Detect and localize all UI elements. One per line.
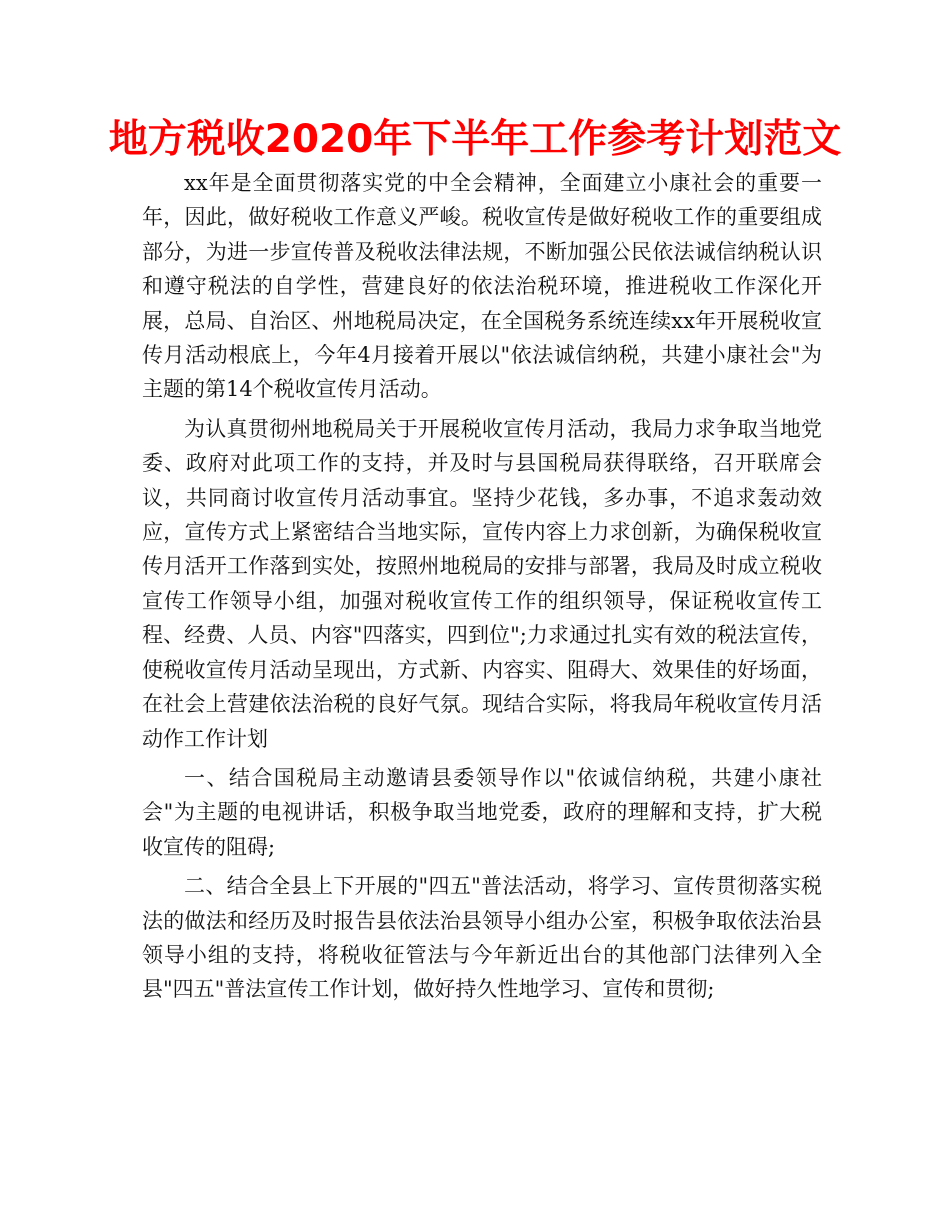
paragraph-item-one: 一、结合国税局主动邀请县委领导作以"依诚信纳税，共建小康社会"为主题的电视讲话，积极争取当地党委，政府的理解和支持，扩大税收宣传的阻碍; — [142, 765, 822, 859]
document-title: 地方税收2020年下半年工作参考计划范文 — [108, 117, 842, 162]
document-body — [142, 166, 822, 1012]
paragraph-item-two: 二、结合全县上下开展的"四五"普法活动，将学习、宣传贯彻落实税法的做法和经历及时报告县依法治县领导小组办公室，积极争取依法治县领导小组的支持，将税收征管法与今年新近出台的其他部门法律列入全县"四五"普法宣传工作计划，做好持久性地学习、宣传和贯彻; — [142, 874, 822, 1002]
paragraph-implementation: 为认真贯彻州地税局关于开展税收宣传月活动，我局力求争取当地党委、政府对此项工作的支持，并及时与县国税局获得联络，召开联席会议，共同商讨收宣传月活动事宜。坚持少花钱，多办事，不追求轰动效应，宣传方式上紧密结合当地实际，宣传内容上力求创新，为确保税收宣传月活开工作落到实处，按照州地税局的安排与部署，我局及时成立税收宣传工作领导小组，加强对税收宣传工作的组织领导，保证税收宣传工程、经费、人员、内容"四落实，四到位";力求通过扎实有效的税法宣传，使税收宣传月活动呈现出，方式新、内容实、阻碍大、效果佳的好场面，在社会上营建依法治税的良好气氛。现结合实际，将我局年税收宣传月活动作工作计划 — [142, 416, 822, 751]
paragraph-intro: xx年是全面贯彻落实党的中全会精神，全面建立小康社会的重要一年，因此，做好税收工作意义严峻。税收宣传是做好税收工作的重要组成部分，为进一步宣传普及税收法律法规，不断加强公民依法诚信纳税认识和遵守税法的自学性，营建良好的依法治税环境，推进税收工作深化开展，总局、自治区、州地税局决定，在全国税务系统连续xx年开展税收宣传月活动根底上，今年4月接着开展以"依法诚信纳税，共建小康社会"为主题的第14个税收宣传月活动。 — [142, 171, 822, 402]
